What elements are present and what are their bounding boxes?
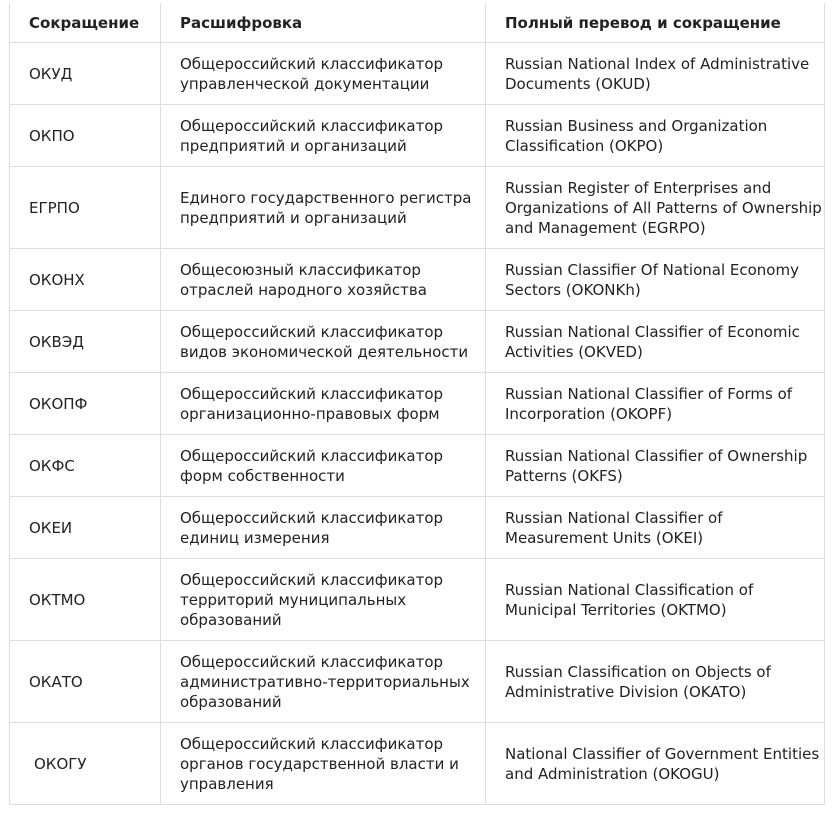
table-row	[10, 497, 825, 559]
cell-translation: Russian National Classifier of Measurement Units (OKEI)	[486, 497, 825, 559]
cell-translation: Russian National Index of Administrative Documents (OKUD)	[486, 43, 825, 105]
header-row	[10, 3, 825, 43]
table-row	[10, 249, 825, 311]
cell-translation: Russian National Classifier of Economic Activities (OKVED)	[486, 311, 825, 373]
cell-abbr: ОКАТО	[10, 641, 161, 723]
header-abbr: Сокращение	[10, 3, 161, 43]
cell-translation: Russian Register of Enterprises and Organizations of All Patterns of Ownership and Management (EGRPO)	[486, 167, 825, 249]
cell-translation: Russian Classifier Of National Economy Sectors (OKONKh)	[486, 249, 825, 311]
cell-abbr: ОКЕИ	[10, 497, 161, 559]
table-row	[10, 559, 825, 641]
table-row	[10, 373, 825, 435]
cell-abbr: ОКУД	[10, 43, 161, 105]
cell-decoding: Единого государственного регистра предприятий и организаций	[161, 167, 486, 249]
classifier-table	[9, 3, 825, 805]
table-row	[10, 105, 825, 167]
cell-abbr: ОКОГУ	[10, 723, 161, 805]
header-decoding: Расшифровка	[161, 3, 486, 43]
cell-abbr: ОКПО	[10, 105, 161, 167]
table-row	[10, 43, 825, 105]
table-row	[10, 435, 825, 497]
table-row	[10, 641, 825, 723]
cell-decoding: Общесоюзный классификатор отраслей народного хозяйства	[161, 249, 486, 311]
table-row	[10, 311, 825, 373]
cell-decoding: Общероссийский классификатор территорий муниципальных образований	[161, 559, 486, 641]
cell-abbr: ОКФС	[10, 435, 161, 497]
cell-decoding: Общероссийский классификатор управленческой документации	[161, 43, 486, 105]
cell-abbr: ОКОПФ	[10, 373, 161, 435]
cell-translation: Russian Classification on Objects of Administrative Division (OKATO)	[486, 641, 825, 723]
cell-abbr: ЕГРПО	[10, 167, 161, 249]
cell-decoding: Общероссийский классификатор видов экономической деятельности	[161, 311, 486, 373]
cell-decoding: Общероссийский классификатор предприятий и организаций	[161, 105, 486, 167]
cell-decoding: Общероссийский классификатор органов государственной власти и управления	[161, 723, 486, 805]
cell-translation: National Classifier of Government Entities and Administration (OKOGU)	[486, 723, 825, 805]
cell-abbr: ОКВЭД	[10, 311, 161, 373]
cell-abbr: ОКТМО	[10, 559, 161, 641]
cell-translation: Russian National Classification of Municipal Territories (OKTMO)	[486, 559, 825, 641]
cell-translation: Russian National Classifier of Ownership Patterns (OKFS)	[486, 435, 825, 497]
cell-abbr: ОКОНХ	[10, 249, 161, 311]
cell-decoding: Общероссийский классификатор административно-территориальных образований	[161, 641, 486, 723]
table-row	[10, 167, 825, 249]
cell-decoding: Общероссийский классификатор единиц измерения	[161, 497, 486, 559]
cell-decoding: Общероссийский классификатор организационно-правовых форм	[161, 373, 486, 435]
header-translation: Полный перевод и сокращение	[486, 3, 825, 43]
cell-translation: Russian National Classifier of Forms of Incorporation (OKOPF)	[486, 373, 825, 435]
table-row	[10, 723, 825, 805]
cell-translation: Russian Business and Organization Classification (OKPO)	[486, 105, 825, 167]
cell-decoding: Общероссийский классификатор форм собственности	[161, 435, 486, 497]
